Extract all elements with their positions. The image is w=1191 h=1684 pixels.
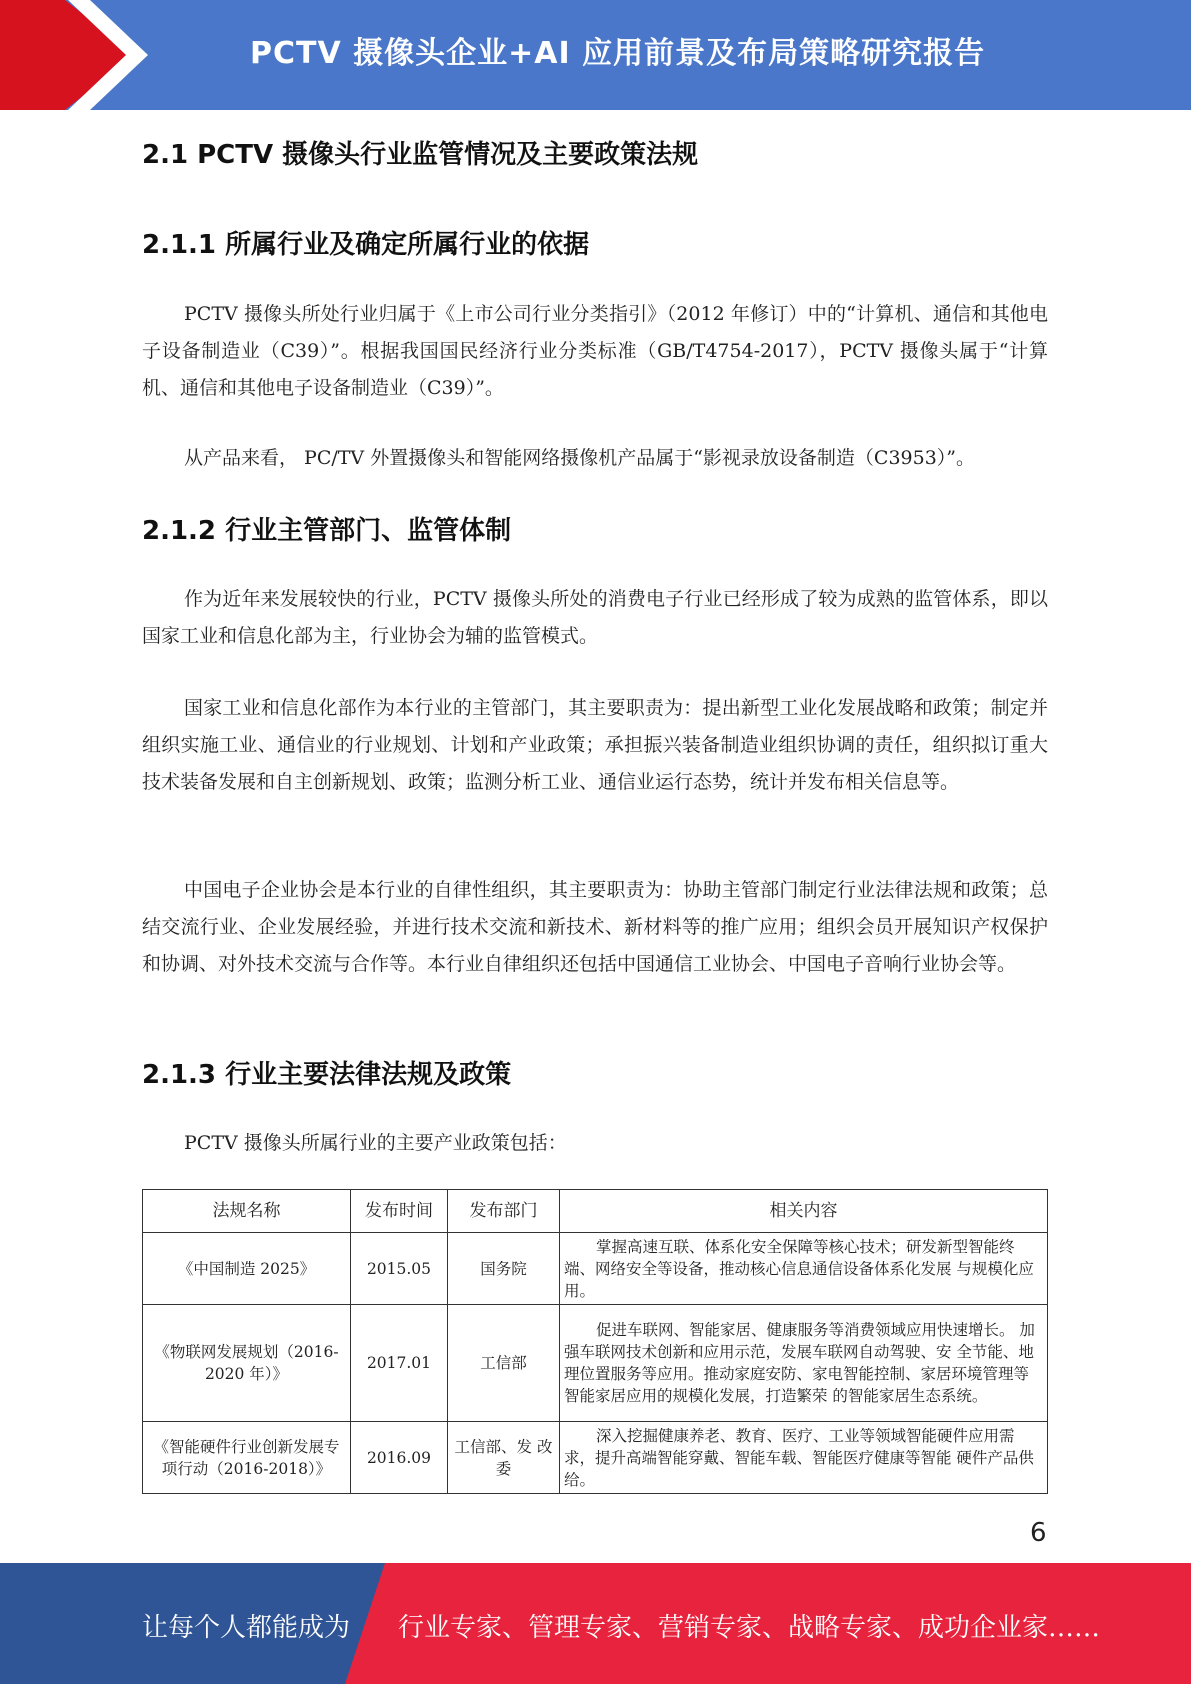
section-heading-2-1: 2.1 PCTV 摄像头行业监管情况及主要政策法规 (142, 140, 699, 170)
footer-slogan-left: 让每个人都能成为 (142, 1613, 351, 1643)
table-cell-content-text: 促进车联网、智能家居、健康服务等消费领域应用快速增长。 加强车联网技术创新和应用示范，发展车联网自动驾驶、安 全节能、地理位置服务等应用。推动家庭安防、家电智能控制、家居环境管理等智能家居应用的规模化发展，打造繁荣 的智能家居生态系统。 (564, 1321, 1035, 1405)
table-header-date: 发布时间 (351, 1190, 448, 1233)
table-header-content: 相关内容 (560, 1190, 1048, 1233)
paragraph-regulatory-system: 作为近年来发展较快的行业，PCTV 摄像头所处的消费电子行业已经形成了较为成熟的监管体系，即以国家工业和信息化部为主，行业协会为辅的监管模式。 (142, 588, 1048, 647)
table-cell-date: 2016.09 (351, 1422, 448, 1494)
table-cell-content-text: 深入挖掘健康养老、教育、医疗、工业等领域智能硬件应用需求，提升高端智能穿戴、智能车载、智能医疗健康等智能 硬件产品供给。 (564, 1426, 1034, 1489)
section-heading-2-1-1: 2.1.1 所属行业及确定所属行业的依据 (142, 230, 590, 260)
paragraph-product-classification: 从产品来看， PC/TV 外置摄像头和智能网络摄像机产品属于“影视录放设备制造（C3953）”。 (184, 447, 976, 469)
table-header-row (143, 1190, 1048, 1233)
table-cell-name: 《物联网发展规划（2016-2020 年）》 (143, 1305, 351, 1422)
table-cell-dept: 工信部 (448, 1305, 560, 1422)
paragraph-policy-intro: PCTV 摄像头所属行业的主要产业政策包括： (184, 1132, 567, 1154)
page-number: 6 (1030, 1518, 1047, 1548)
table-cell-date: 2017.01 (351, 1305, 448, 1422)
table-cell-content (560, 1233, 1048, 1305)
table-cell-name: 《中国制造 2025》 (143, 1233, 351, 1305)
table-header-name: 法规名称 (143, 1190, 351, 1233)
report-title: PCTV 摄像头企业+AI 应用前景及布局策略研究报告 (250, 36, 986, 71)
policy-table-wrapper (142, 1189, 1048, 1621)
table-cell-content (560, 1422, 1048, 1494)
table-row (143, 1422, 1048, 1494)
paragraph-association-duties: 中国电子企业协会是本行业的自律性组织，其主要职责为：协助主管部门制定行业法律法规和政策；总结交流行业、企业发展经验，并进行技术交流和新技术、新材料等的推广应用；组织会员开展知识产权保护和协调、对外技术交流与合作等。本行业自律组织还包括中国通信工业协会、中国电子音响行业协会等。 (142, 879, 1048, 975)
table-cell-content-text: 掌握高速互联、体系化安全保障等核心技术；研发新型智能终端、网络安全等设备，推动核心信息通信设备体系化发展 与规模化应用。 (564, 1237, 1034, 1300)
section-heading-2-1-2: 2.1.2 行业主管部门、监管体制 (142, 516, 512, 546)
table-header-dept: 发布部门 (448, 1190, 560, 1233)
page-header (0, 0, 1191, 110)
table-cell-name: 《智能硬件行业创新发展专项行动（2016-2018）》 (143, 1422, 351, 1494)
paragraph-industry-classification: PCTV 摄像头所处行业归属于《上市公司行业分类指引》（2012 年修订）中的“计算机、通信和其他电子设备制造业（C39）”。根据我国国民经济行业分类标准（GB/T4754-2017），PCTV 摄像头属于“计算机、通信和其他电子设备制造业（C39）”。 (142, 303, 1048, 399)
table-cell-content (560, 1305, 1048, 1422)
page-footer (0, 1563, 1191, 1684)
paragraph-miit-duties: 国家工业和信息化部作为本行业的主管部门，其主要职责为：提出新型工业化发展战略和政策；制定并组织实施工业、通信业的行业规划、计划和产业政策；承担振兴装备制造业组织协调的责任，组织拟订重大技术装备发展和自主创新规划、政策；监测分析工业、通信业运行态势，统计并发布相关信息等。 (142, 697, 1048, 793)
section-heading-2-1-3: 2.1.3 行业主要法律法规及政策 (142, 1060, 512, 1090)
table-cell-dept: 国务院 (448, 1233, 560, 1305)
table-row (143, 1233, 1048, 1305)
table-cell-dept: 工信部、发 改委 (448, 1422, 560, 1494)
table-cell-date: 2015.05 (351, 1233, 448, 1305)
footer-slogan-right: 行业专家、管理专家、营销专家、战略专家、成功企业家…… (398, 1613, 1101, 1643)
policy-table (142, 1189, 1048, 1494)
table-row (143, 1305, 1048, 1422)
